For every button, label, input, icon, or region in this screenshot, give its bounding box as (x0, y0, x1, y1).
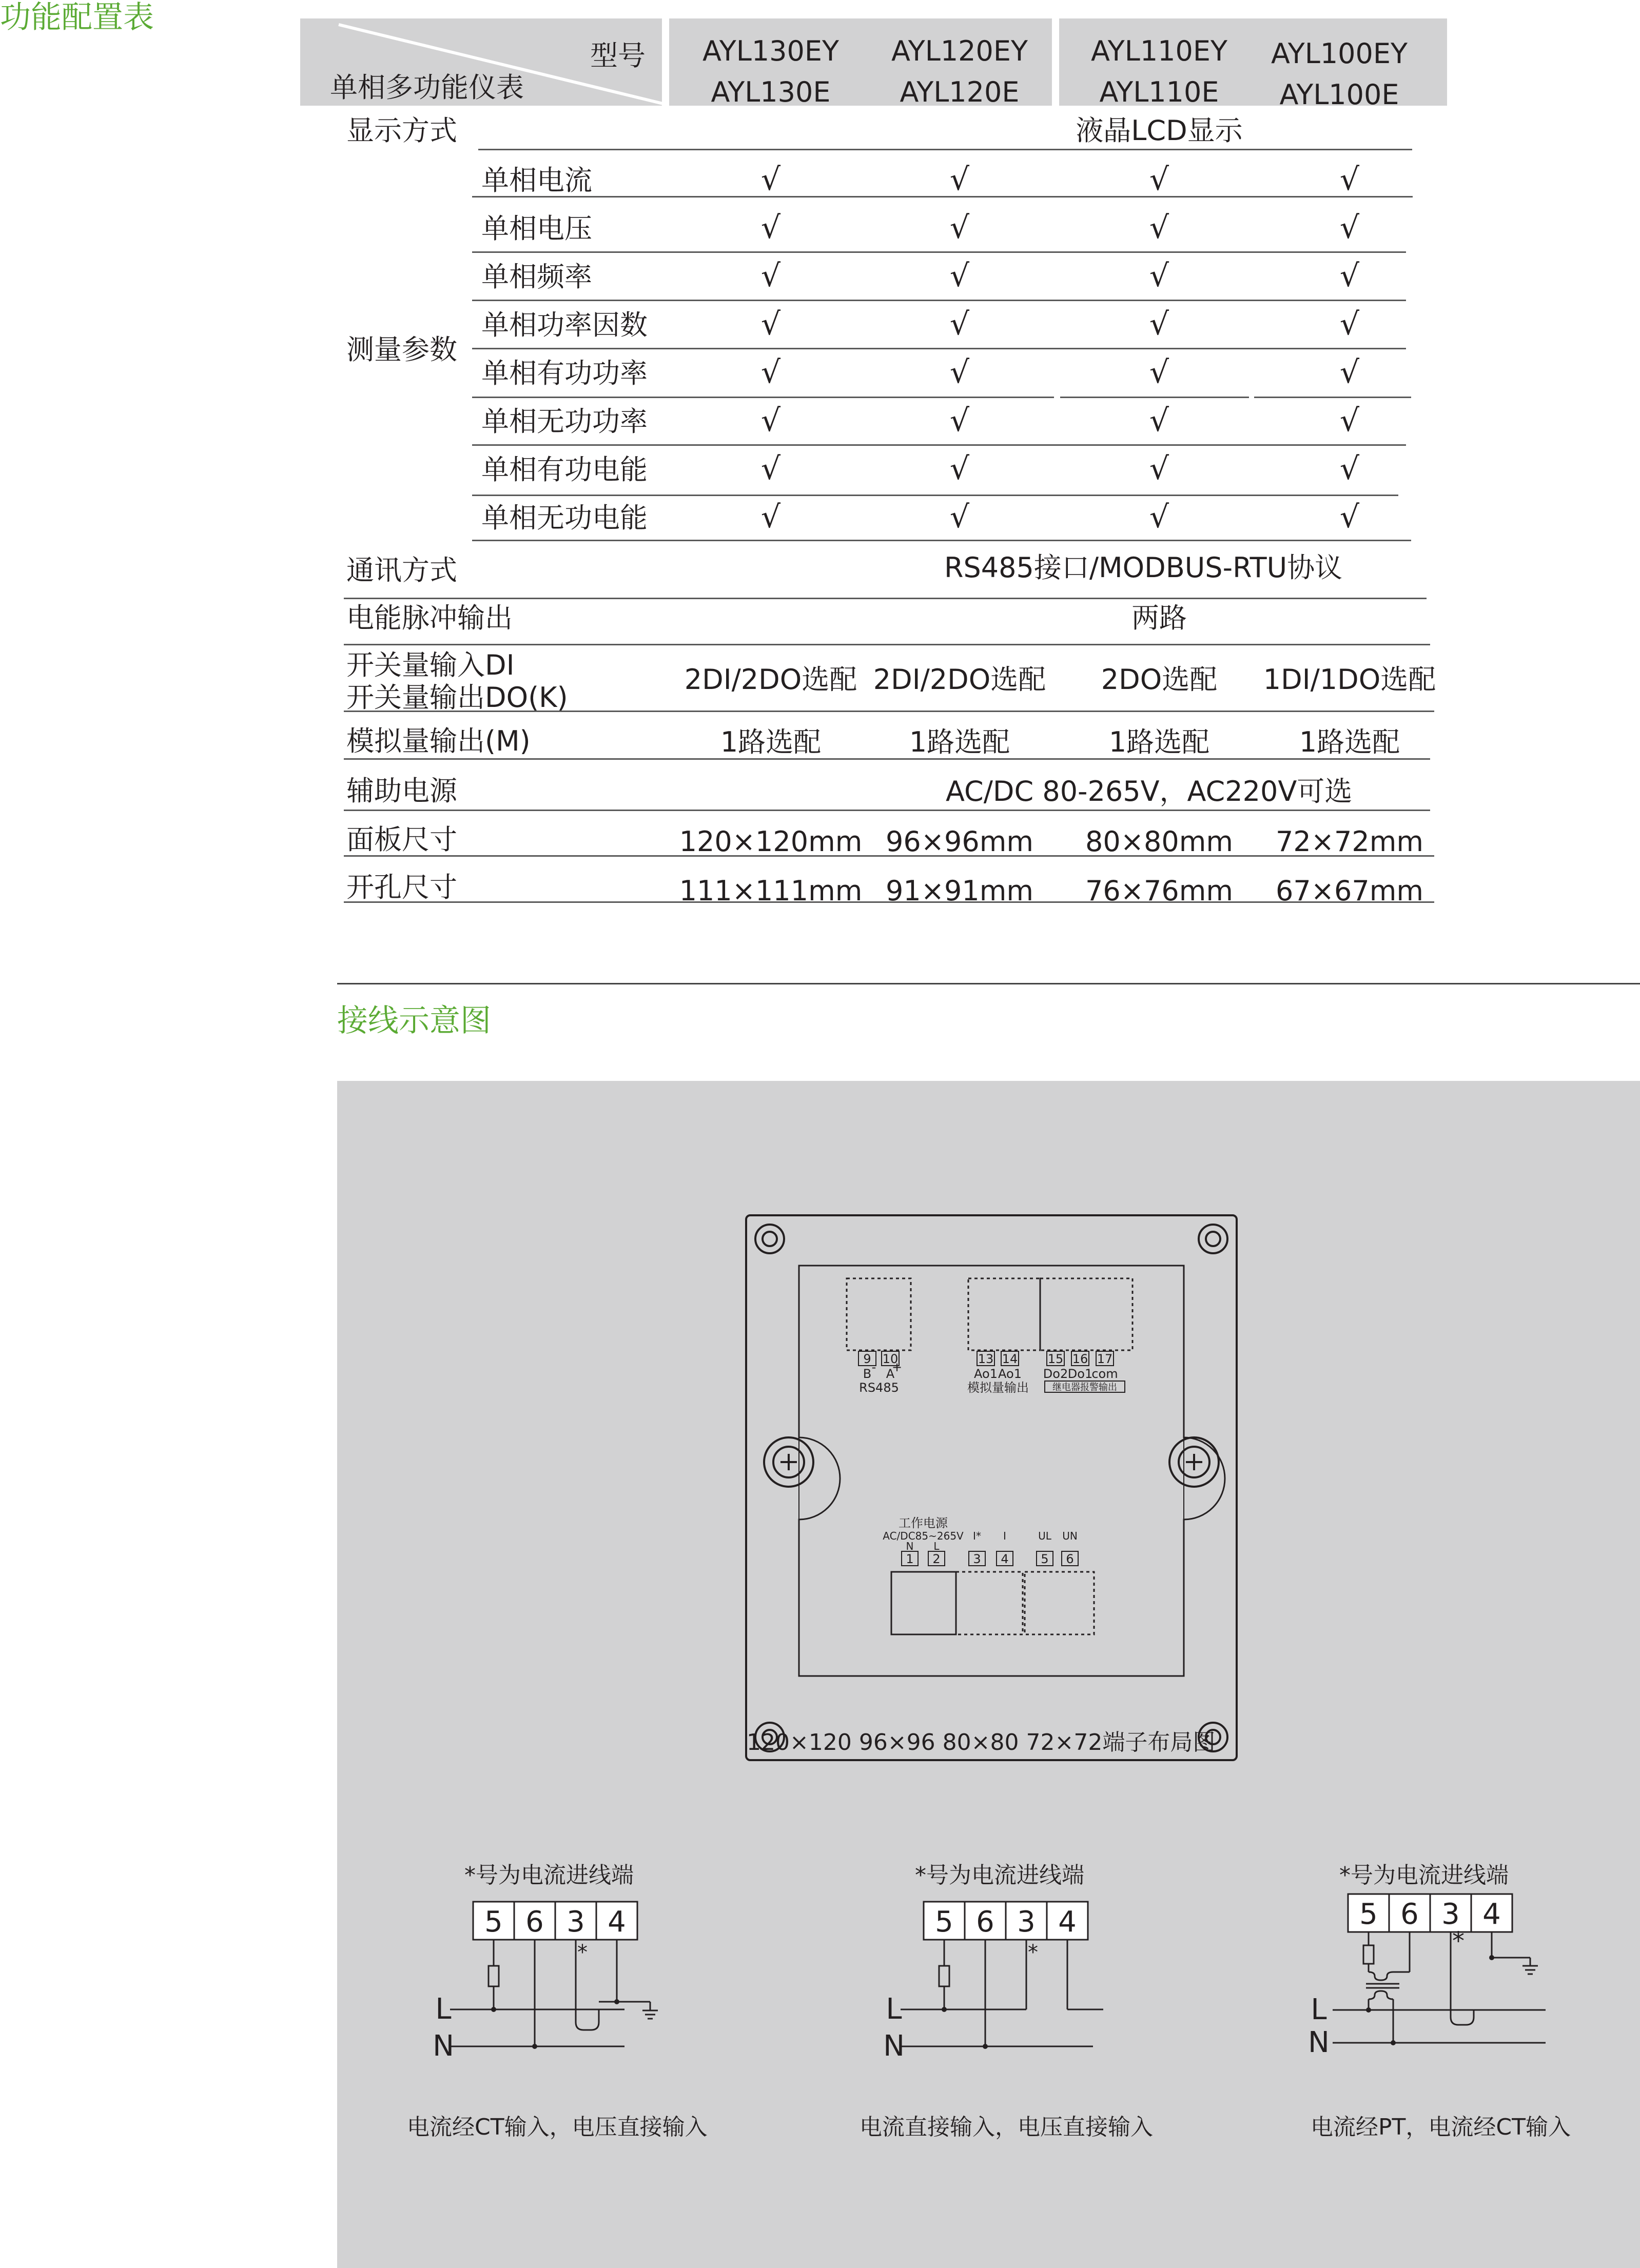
row-cutout-value: 111×111mm (679, 875, 863, 907)
row-cutout-value: 76×76mm (1085, 875, 1233, 907)
check-mark: √ (1149, 451, 1169, 487)
row-aux-label: 辅助电源 (346, 775, 457, 807)
measure-row-label: 单相电压 (481, 212, 592, 245)
measure-group-label: 测量参数 (346, 333, 457, 366)
row-analog-value: 1路选配 (1108, 726, 1210, 758)
terminal-sign: + (891, 1360, 903, 1374)
function-config-table (0, 0, 1640, 923)
model-1-line2: AYL130E (711, 76, 831, 108)
line-n-label: N (883, 2029, 905, 2063)
terminal-number: 15 (1047, 1352, 1064, 1366)
pin-number: 2 (932, 1552, 941, 1566)
check-mark: √ (1339, 451, 1360, 487)
row-switch-label-1: 开关量输入DI (346, 649, 515, 681)
row-aux-value: AC/DC 80-265V，AC220V可选 (946, 775, 1353, 807)
wiring-caption: 电流经PT，电流经CT输入 (1311, 2114, 1571, 2140)
check-mark: √ (760, 451, 781, 487)
row-analog-label: 模拟量输出(M) (346, 725, 531, 757)
terminal-number: 17 (1097, 1352, 1113, 1366)
header-product-label: 单相多功能仪表 (330, 71, 524, 104)
row-panel-value: 120×120mm (679, 825, 863, 858)
row-panel-value: 80×80mm (1085, 825, 1233, 858)
pin-number: 3 (973, 1552, 981, 1566)
terminal-4: 4 (608, 1905, 626, 1939)
wiring-note: *号为电流进线端 (1339, 1862, 1509, 1888)
terminal-5: 5 (935, 1905, 953, 1939)
terminal-5: 5 (484, 1905, 503, 1939)
current-in-marker: * (1028, 1941, 1038, 1964)
check-mark: √ (949, 258, 970, 294)
check-mark: √ (1339, 258, 1360, 294)
check-mark: √ (1149, 499, 1169, 535)
row-cutout-value: 91×91mm (886, 875, 1033, 907)
row-switch-value: 2DI/2DO选配 (873, 663, 1046, 696)
terminal-letter: Ao1 (974, 1367, 998, 1381)
check-mark: √ (760, 499, 781, 535)
check-mark: √ (1339, 403, 1360, 439)
line-l-label: L (435, 1993, 452, 2026)
pin-letter: L (933, 1540, 940, 1552)
config-section-title: 功能配置表 (0, 0, 154, 35)
row-panel-value: 72×72mm (1276, 825, 1423, 858)
row-comm-label: 通讯方式 (346, 554, 457, 586)
line-n-label: N (1308, 2026, 1330, 2059)
terminal-5: 5 (1359, 1898, 1378, 1931)
check-mark: √ (760, 258, 781, 294)
model-4-line2: AYL100E (1279, 78, 1399, 111)
pin-letter: UN (1062, 1530, 1078, 1542)
terminal-3: 3 (567, 1905, 585, 1939)
wiring-diagram-pt-ct (1304, 1894, 1551, 2059)
row-panel-value: 96×96mm (886, 825, 1033, 858)
pin-letter: I (1003, 1530, 1006, 1542)
model-4-line1: AYL100EY (1271, 37, 1408, 70)
terminal-3: 3 (1441, 1898, 1460, 1931)
power-range-label: AC/DC85~265V (883, 1530, 964, 1542)
terminal-letter: Do1 (1067, 1367, 1093, 1381)
row-display-value: 液晶LCD显示 (1076, 114, 1243, 147)
check-mark: √ (760, 354, 781, 390)
check-mark: √ (1339, 499, 1360, 535)
row-cutout-label: 开孔尺寸 (346, 871, 457, 903)
model-3-line1: AYL110EY (1091, 35, 1227, 67)
check-mark: √ (1149, 210, 1169, 246)
check-mark: √ (949, 499, 970, 535)
model-2-line2: AYL120E (900, 76, 1020, 108)
terminal-number: 13 (978, 1352, 994, 1366)
check-mark: √ (949, 306, 970, 342)
check-mark: √ (949, 451, 970, 487)
pin-letter: I* (973, 1530, 981, 1542)
model-1-line1: AYL130EY (702, 35, 839, 67)
pin-number: 4 (1001, 1552, 1009, 1566)
row-switch-value: 2DI/2DO选配 (684, 663, 857, 696)
check-mark: √ (760, 210, 781, 246)
wiring-note: *号为电流进线端 (915, 1862, 1084, 1888)
row-cutout-value: 67×67mm (1276, 875, 1423, 907)
check-mark: √ (1339, 162, 1360, 198)
terminal-letter: Do2 (1043, 1367, 1068, 1381)
terminal-3: 3 (1017, 1905, 1036, 1939)
row-analog-value: 1路选配 (909, 726, 1010, 758)
terminal-number: 16 (1072, 1352, 1088, 1366)
row-switch-value: 2DO选配 (1101, 663, 1218, 696)
row-panel-label: 面板尺寸 (346, 823, 457, 856)
measure-row-label: 单相有功电能 (481, 453, 648, 486)
check-mark: √ (1149, 162, 1169, 198)
line-l-label: L (1311, 1993, 1327, 2026)
section-divider (337, 983, 1640, 984)
measure-row-label: 单相无功电能 (481, 502, 648, 534)
terminal-letter: A (886, 1367, 895, 1381)
line-l-label: L (886, 1993, 902, 2026)
current-in-marker: * (1452, 1927, 1465, 1956)
rs485-label: RS485 (859, 1380, 899, 1395)
terminal-layout-diagram (337, 1081, 1640, 1748)
terminal-letter: B (863, 1367, 872, 1381)
measure-row-label: 单相电流 (481, 164, 592, 196)
model-2-line1: AYL120EY (891, 35, 1028, 67)
relay-output-label: 继电器报警输出 (1052, 1382, 1117, 1393)
check-mark: √ (1149, 306, 1169, 342)
check-mark: √ (1339, 306, 1360, 342)
row-pulse-label: 电能脉冲输出 (346, 602, 513, 634)
model-3-line2: AYL110E (1099, 76, 1219, 108)
check-mark: √ (949, 403, 970, 439)
wiring-section-title: 接线示意图 (337, 1003, 491, 1039)
check-mark: √ (1149, 403, 1169, 439)
terminal-number: 14 (1002, 1352, 1018, 1366)
measure-row-label: 单相频率 (481, 261, 592, 293)
measure-row-label: 单相功率因数 (481, 309, 648, 341)
wiring-caption: 电流经CT输入，电压直接输入 (407, 2114, 708, 2140)
terminal-number: 10 (882, 1352, 899, 1366)
wiring-diagram-ct (433, 1902, 653, 2063)
row-analog-value: 1路选配 (1299, 726, 1400, 758)
terminal-letter: Ao1 (998, 1367, 1022, 1381)
row-pulse-value: 两路 (1131, 602, 1187, 634)
pin-number: 5 (1041, 1552, 1049, 1566)
header-model-label: 型号 (590, 40, 646, 72)
terminal-layout-caption: 120×120 96×96 80×80 72×72端子布局图 (747, 1729, 1216, 1756)
check-mark: √ (1149, 258, 1169, 294)
check-mark: √ (760, 162, 781, 198)
terminal-letter: com (1091, 1367, 1118, 1381)
wiring-note: *号为电流进线端 (464, 1862, 634, 1888)
check-mark: √ (949, 210, 970, 246)
pin-letter: UL (1038, 1530, 1051, 1542)
measure-row-label: 单相有功功率 (481, 357, 648, 389)
terminal-6: 6 (1400, 1898, 1419, 1931)
check-mark: √ (1339, 210, 1360, 246)
wiring-diagram-direct (883, 1902, 1103, 2063)
terminal-sign: - (871, 1360, 876, 1374)
row-switch-label-2: 开关量输出DO(K) (346, 681, 568, 714)
check-mark: √ (760, 306, 781, 342)
terminal-number: 9 (863, 1352, 871, 1366)
measure-row-label: 单相无功功率 (481, 405, 648, 438)
terminal-4: 4 (1058, 1905, 1077, 1939)
pin-letter: N (906, 1540, 914, 1552)
row-comm-value: RS485接口/MODBUS-RTU协议 (944, 551, 1343, 584)
check-mark: √ (949, 162, 970, 198)
row-display-label: 显示方式 (346, 114, 457, 147)
check-mark: √ (1149, 354, 1169, 390)
line-n-label: N (433, 2029, 454, 2063)
power-label: 工作电源 (899, 1516, 948, 1530)
terminal-6: 6 (976, 1905, 994, 1939)
wiring-panel (337, 1081, 1640, 2268)
wiring-caption: 电流直接输入，电压直接输入 (860, 2114, 1153, 2140)
row-analog-value: 1路选配 (720, 726, 822, 758)
check-mark: √ (760, 403, 781, 439)
pin-number: 1 (906, 1552, 914, 1566)
current-in-marker: * (577, 1941, 588, 1964)
analog-output-label: 模拟量输出 (967, 1380, 1029, 1395)
pin-number: 6 (1066, 1552, 1074, 1566)
check-mark: √ (1339, 354, 1360, 390)
check-mark: √ (949, 354, 970, 390)
terminal-4: 4 (1482, 1898, 1501, 1931)
row-switch-value: 1DI/1DO选配 (1263, 663, 1436, 696)
terminal-6: 6 (525, 1905, 544, 1939)
